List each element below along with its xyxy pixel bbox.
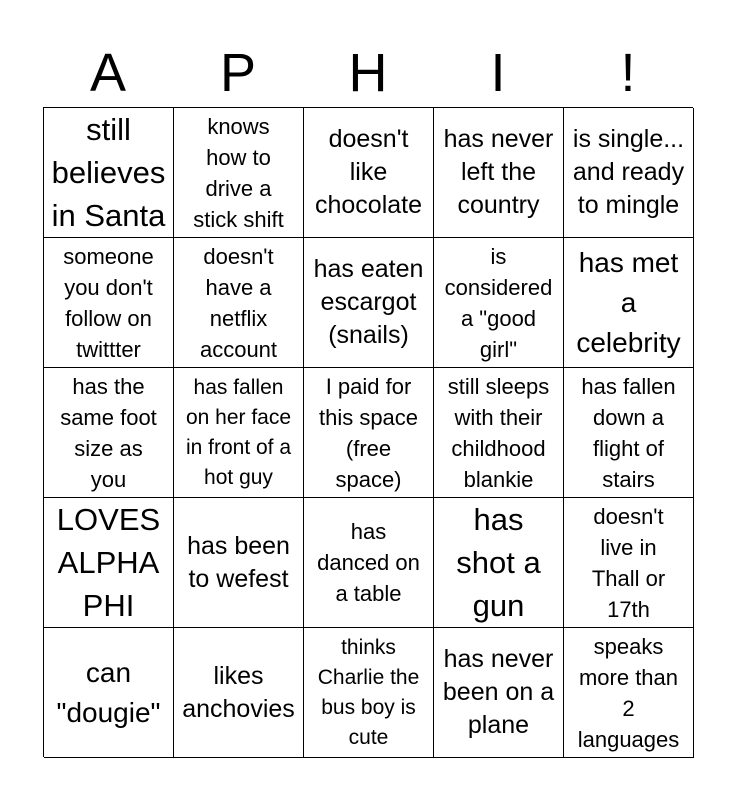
cell-text: has met a celebrity [576,246,681,358]
bingo-cell[interactable] [434,108,564,238]
bingo-cell[interactable] [434,498,564,628]
cell-text: still believes in Santa [51,112,166,233]
bingo-cell[interactable] [564,108,694,238]
cell-text: has shot a gun [456,502,541,623]
bingo-cell[interactable] [434,368,564,498]
bingo-cell[interactable] [174,108,304,238]
bingo-cell[interactable] [564,368,694,498]
header-letter-exclamation: ! [620,43,636,103]
cell-text: has fallen on her face in front of a hot guy [185,375,292,489]
bingo-cell[interactable] [44,498,174,628]
cell-text: speaks more than 2 languages [577,633,680,752]
bingo-board [43,107,693,757]
cell-text: doesn't have a netflix account [199,243,278,362]
cell-text: doesn't live in Thall or 17th [591,503,666,622]
bingo-cell[interactable] [44,238,174,368]
cell-text: thinks Charlie the bus boy is cute [317,635,420,749]
bingo-cell[interactable] [304,238,434,368]
bingo-cell[interactable] [304,628,434,758]
cell-text: is considered a "good girl" [444,243,553,362]
bingo-cell[interactable] [304,108,434,238]
header-letter-h: H [348,43,388,103]
bingo-cell[interactable] [174,498,304,628]
header-letter-p: P [219,43,257,103]
cell-text: someone you don't follow on twittter [63,243,154,362]
header-letter-i: I [490,43,506,103]
bingo-cell[interactable] [174,628,304,758]
cell-text: has fallen down a flight of stairs [581,373,676,492]
cell-text: is single... and ready to mingle [572,125,685,219]
free-space-cell[interactable] [304,368,434,498]
free-space-text: I paid for this space (free space) [318,373,419,492]
cell-text: knows how to drive a stick shift [193,113,284,232]
bingo-cell[interactable] [434,238,564,368]
bingo-cell[interactable] [174,238,304,368]
cell-text: has the same foot size as you [60,373,157,492]
bingo-cell[interactable] [564,498,694,628]
cell-text: has never left the country [443,125,554,219]
cell-text: likes anchovies [182,661,295,723]
bingo-header [43,40,693,106]
cell-text: has eaten escargot (snails) [313,255,424,349]
cell-text: LOVES ALPHA PHI [56,502,161,623]
cell-text: has never been on a plane [442,645,555,739]
bingo-cell[interactable] [564,238,694,368]
bingo-cell[interactable] [564,628,694,758]
cell-text: doesn't like chocolate [314,125,423,219]
bingo-cell[interactable] [434,628,564,758]
cell-text: can "dougie" [56,656,161,728]
bingo-cell[interactable] [44,628,174,758]
header-letter-a: A [89,43,127,103]
bingo-cell[interactable] [44,108,174,238]
bingo-cell[interactable] [44,368,174,498]
cell-text: has been to wefest [187,531,290,593]
bingo-cell[interactable] [174,368,304,498]
cell-text: still sleeps with their childhood blankie [447,373,550,492]
cell-text: has danced on a table [317,519,420,606]
bingo-cell[interactable] [304,498,434,628]
